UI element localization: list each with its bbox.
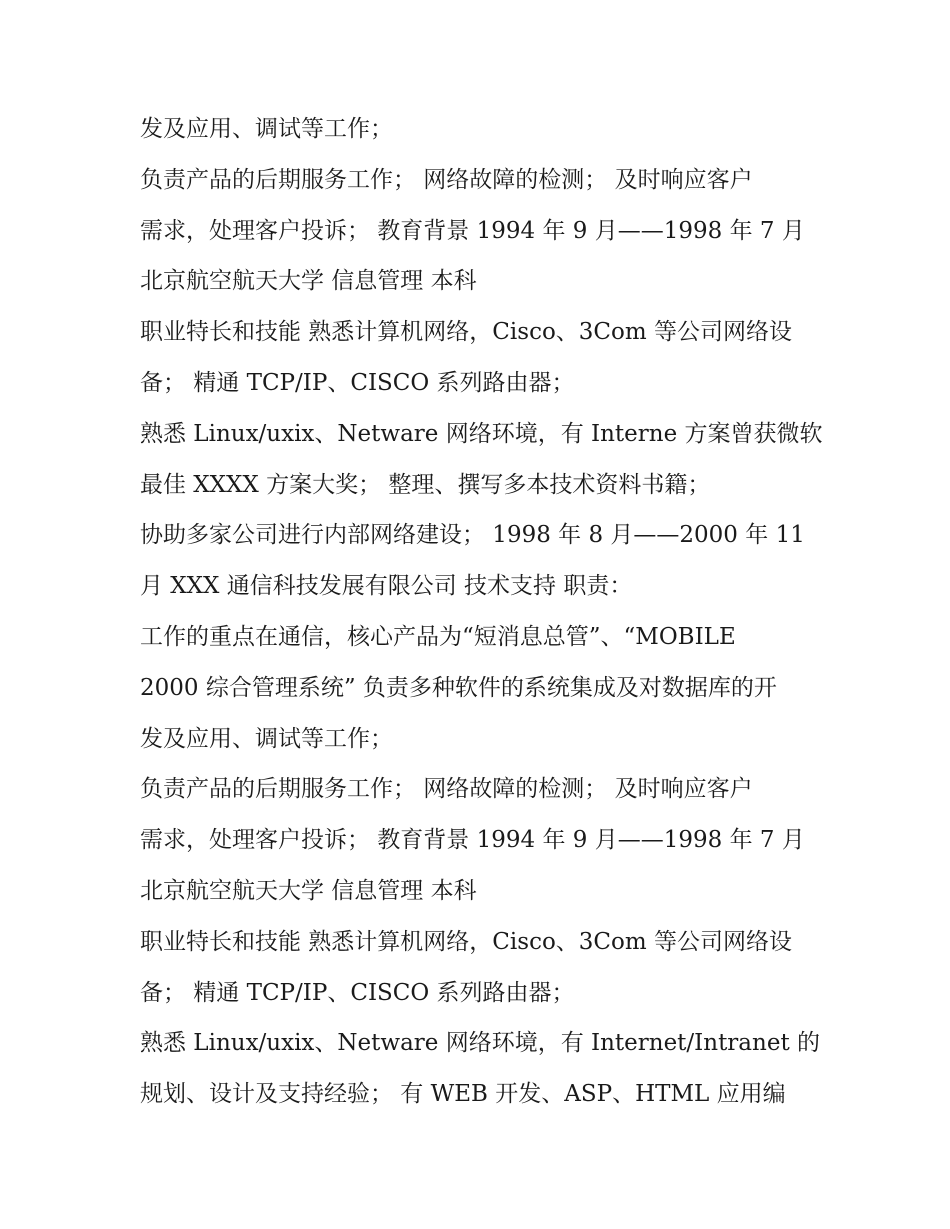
- text-line: 北京航空航天大学 信息管理 本科: [140, 877, 477, 904]
- text-line: 工作的重点在通信，核心产品为“短消息总管”、“MOBILE: [140, 623, 736, 650]
- text-line: 负责产品的后期服务工作； 网络故障的检测； 及时响应客户: [140, 166, 753, 193]
- text-line: 需求，处理客户投诉； 教育背景 1994 年 9 月——1998 年 7 月: [140, 217, 805, 244]
- text-line: 2000 综合管理系统” 负责多种软件的系统集成及对数据库的开: [140, 674, 777, 701]
- text-line: 月 XXX 通信科技发展有限公司 技术支持 职责：: [140, 573, 633, 600]
- text-line: 备； 精通 TCP/IP、CISCO 系列路由器；: [140, 369, 575, 396]
- text-line: 熟悉 Linux/uxix、Netware 网络环境，有 Interne 方案曾获微软: [140, 420, 823, 447]
- text-line: 职业特长和技能 熟悉计算机网络，Cisco、3Com 等公司网络设: [140, 319, 792, 346]
- text-line: 发及应用、调试等工作；: [140, 116, 393, 142]
- text-line: 熟悉 Linux/uxix、Netware 网络环境，有 Internet/Intranet 的: [140, 1030, 820, 1057]
- text-line: 负责产品的后期服务工作； 网络故障的检测； 及时响应客户: [140, 776, 753, 803]
- text-line: 最佳 XXXX 方案大奖； 整理、撰写多本技术资料书籍；: [140, 471, 711, 498]
- document-body: [140, 104, 840, 1120]
- text-line: 备； 精通 TCP/IP、CISCO 系列路由器；: [140, 979, 575, 1006]
- text-line: 协助多家公司进行内部网络建设； 1998 年 8 月——2000 年 11: [140, 522, 805, 549]
- text-line: 北京航空航天大学 信息管理 本科: [140, 268, 477, 295]
- text-line: 发及应用、调试等工作；: [140, 725, 393, 752]
- text-line: 职业特长和技能 熟悉计算机网络，Cisco、3Com 等公司网络设: [140, 928, 792, 955]
- text-line: 需求，处理客户投诉； 教育背景 1994 年 9 月——1998 年 7 月: [140, 827, 805, 854]
- text-line: 规划、设计及支持经验； 有 WEB 开发、ASP、HTML 应用编: [140, 1081, 786, 1108]
